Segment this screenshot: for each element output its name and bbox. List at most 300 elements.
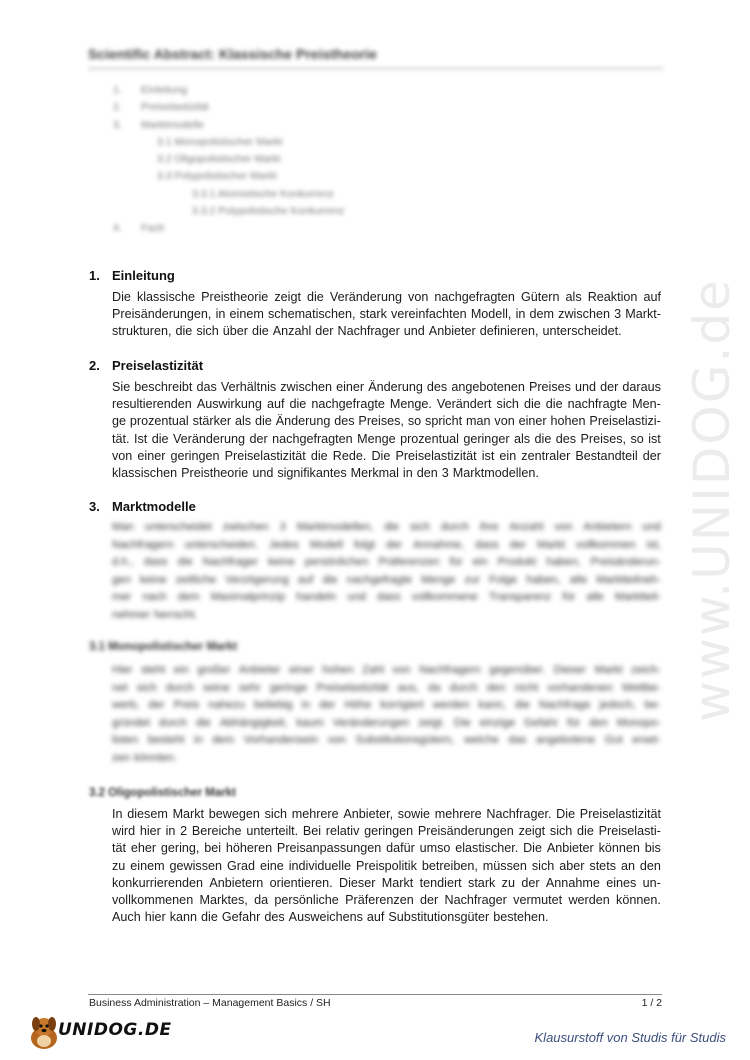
word: Menge [421,573,456,586]
word: der [642,448,661,463]
word: handeln [296,591,337,604]
word: Preisänderun- [590,556,661,569]
word: Dieser [339,875,376,890]
word: dass [376,591,401,604]
word: dass [475,538,499,551]
toc-label: Oligopolistischer Markt [174,153,281,166]
word: einer [336,380,365,394]
word: Verzögerung [225,573,289,586]
word: net [112,681,128,694]
subsection-heading-oligopol: 3.2 Oligopolistischer Markt [89,787,236,799]
word: stets [589,858,616,873]
toc-label: Polypolistischer Markt [174,170,277,183]
word: Preiselastizität [395,448,477,463]
word: höheren [225,841,273,856]
blurred-text-line [112,715,661,733]
word: Dieser [553,664,587,676]
word: Modell, [470,307,512,322]
word: erset- [632,734,661,747]
word: nach [142,591,167,604]
word: welche [463,734,499,747]
word: Präferenzen [378,556,440,569]
word: persönlichen [304,556,369,569]
word: die [384,521,400,533]
word: Die [112,290,131,304]
word: Preises, [580,431,627,446]
word: da [427,681,441,694]
word: einem [130,858,165,873]
watermark-text: www.UNIDOG.de [683,278,741,722]
word: die [289,397,307,412]
word: in [215,307,226,322]
word: Preiselastizität [224,448,306,463]
word: können [598,841,640,856]
word: nachgefragte [346,573,412,586]
word: beliebig [253,699,293,712]
word: zwischen [558,307,610,322]
word: sowie [397,807,430,821]
word: des [334,414,355,429]
blurred-text-line [112,572,661,590]
word: Auch [112,910,141,925]
text-line [112,306,661,323]
word: auf [266,397,285,412]
word: Marktmodellen. [452,466,539,481]
word: bis [644,841,661,856]
word: Markt [381,875,414,890]
blurred-text-line [112,750,661,768]
word: für [567,716,581,729]
word: bewegen [208,807,260,821]
word: Man [112,521,134,533]
word: Die [556,807,576,821]
word: nachfragte [567,397,628,412]
text-line [112,858,661,875]
word: angebotenen [451,380,525,394]
toc-item[interactable] [113,99,344,116]
document-title: Scientific Abstract: Klassische Preistheorie [88,46,663,69]
word: und [347,591,366,604]
word: ge [112,414,127,429]
word: strukturen, [112,324,172,339]
word: Veränderungen [332,716,410,729]
word: eine [259,858,284,873]
word: signifikantes [277,466,347,481]
word: Abhängigkeit, [219,716,288,729]
word: Zahl [362,664,384,676]
word: Marktteilneh- [596,573,661,586]
word: Veränderung [329,290,402,304]
word: dem [529,307,555,322]
word: Anbietern [583,521,632,533]
word: ein [472,556,488,569]
toc-item[interactable] [113,220,344,237]
word: dass [143,556,168,569]
word: Die [453,716,471,729]
word: und [252,466,274,481]
word: der [315,324,334,339]
word: Marktteil- [614,591,661,604]
word: die [545,397,563,412]
text-line [112,323,661,340]
toc-label: Polypolistische Konkurrenz [218,205,345,218]
word: haben, [546,556,581,569]
unidog-logo[interactable] [24,1014,172,1054]
toc-number: 3.1 [157,135,175,148]
word: Substitutionsgütern, [355,734,455,747]
word: nehmer [112,608,150,621]
word: bestehen. [493,910,549,925]
toc-item[interactable] [113,117,344,134]
word: wird [112,824,136,839]
word: des [555,431,577,446]
word: die [255,414,272,429]
word: zeigt. [418,716,445,729]
word: Gefahr [221,910,261,925]
word: von [327,734,346,747]
word: resultierenden [112,397,192,412]
word: das [196,380,217,394]
word: Änderung [275,414,331,429]
word: Ausweichens [288,910,363,925]
section-title: Einleitung [112,268,175,283]
word: die [534,431,552,446]
word: die [523,397,541,412]
word: vollkommenen [112,893,194,908]
blurred-text-line [112,554,661,572]
word: 3 [614,307,622,322]
toc-number: 1. [113,84,122,96]
word: von [408,290,429,304]
word: die [177,556,193,569]
word: der [509,538,526,551]
word: in [515,307,526,322]
word: Preiselasti- [598,824,661,839]
word: Preispolitik [355,858,417,873]
blurred-text-line [112,732,661,750]
word: kann [169,910,198,925]
word: Markt [536,538,565,551]
toc-item[interactable] [113,186,344,203]
word: und [403,324,425,339]
toc-number: 3.3.1 [192,187,218,200]
word: Auswirkung [196,397,262,412]
word: zu [501,875,515,890]
word: kaum [296,716,324,729]
word: geringen [364,824,414,839]
word: von [392,664,411,676]
word: daraus [622,380,661,394]
blurred-text-line [112,537,661,555]
word: das [508,734,527,747]
word: durch [165,681,194,694]
word: Preises [528,380,571,394]
word: als [513,431,531,446]
subsection-body-monopol [112,662,661,768]
word: durch [449,681,478,694]
page-number: 1 / 2 [641,997,662,1009]
word: geringe [269,681,308,694]
word: keine [268,556,295,569]
section-body-preiselastizitaet [112,379,661,482]
word: einer [518,414,547,429]
word: die [514,699,530,712]
word: Markt- [625,307,661,322]
word: dem [177,591,200,604]
word: Markt [172,807,205,821]
section-title: Preiselastizität [112,358,204,373]
word: gering, [160,841,200,856]
footer-text: Business Administration – Management Basics / SH [89,997,331,1009]
word: gegenüber. [489,664,546,676]
word: nahezu [208,699,245,712]
word: elastischer. [455,841,519,856]
word: un- [642,875,661,890]
word: Nachfragern [419,664,481,676]
word: in [402,466,413,481]
word: alle [569,573,588,586]
word: orientieren. [269,875,333,890]
blurred-text-line [112,607,661,625]
word: Die [371,448,391,463]
word: als [235,414,252,429]
word: die [151,431,169,446]
subsection-heading-monopol: 3.1 Monopolistischer Markt [89,641,238,653]
word: hohen [322,664,354,676]
word: und [642,521,661,533]
toc-label: Preiselastizität [141,101,209,114]
word: die [175,324,193,339]
word: sehr [238,681,261,694]
word: nachgefragten [434,290,515,304]
word: Vorhandensein [243,734,319,747]
word: individuelle [288,858,352,873]
word: über [222,324,248,339]
word: Bestandteil [575,448,638,463]
text-line [112,892,661,909]
word: prozentual [400,431,459,446]
word: die [307,290,324,304]
word: großer [197,664,231,676]
word: steht [141,664,166,676]
section-heading-marktmodelle [89,499,196,514]
word: einem [229,307,264,322]
word: Gut [604,734,623,747]
word: Marktes, [199,893,248,908]
word: Ist [133,431,148,446]
word: Maximalprinzip [210,591,286,604]
blurred-text-line [112,519,661,537]
word: folgt [353,538,375,551]
word: Nachfrager. [486,807,552,821]
word: be- [644,699,661,712]
word: Nachfrage [538,699,591,712]
word: Anbieter [238,664,281,676]
word: von [494,414,515,429]
word: Gefahr [524,716,559,729]
word: Preiselastizität [579,807,661,821]
word: Veränderung [172,431,246,446]
word: umso [419,841,451,856]
word: des [426,380,448,394]
word: Die [523,841,542,856]
word: zwischen [222,521,269,533]
word: Substitutionsgüter [388,910,490,925]
word: stark [468,875,496,890]
word: durch [440,521,469,533]
word: Marktmodellen, [296,521,374,533]
word: von [112,448,133,463]
word: stärker [192,414,232,429]
word: Menge [357,431,396,446]
section-body-einleitung [112,289,661,341]
word: ein [499,448,517,463]
word: Preisänderungen [417,824,514,839]
text-line [112,396,661,413]
word: vereinfachten [391,307,467,322]
word: sich [531,858,555,873]
word: Verändert [436,397,492,412]
word: sich [264,807,288,821]
word: persönliche [274,893,339,908]
word: keine [139,573,167,586]
word: sich [410,521,430,533]
word: besteht [147,734,185,747]
word: hier [139,824,161,839]
word: Merkmal [350,466,399,481]
word: Bereiche [191,824,242,839]
word: Menge. [389,397,432,412]
word: für [562,591,576,604]
word: als [565,290,582,304]
word: ist, [646,538,661,551]
toc-item[interactable] [113,168,344,185]
word: diesem [127,807,168,821]
word: Modell [309,538,343,551]
word: Bei [302,824,322,839]
word: mehrere [291,807,339,821]
word: Preistheorie [181,466,249,481]
tagline: Klausurstoff von Studis für Studis [534,1030,726,1045]
text-line [112,289,661,306]
word: der [148,699,165,712]
word: vermutet [513,893,563,908]
word: Anbieter, [343,807,394,821]
word: betreiben, [421,858,478,873]
word: Nachfrager [202,556,258,569]
toc-item[interactable] [113,134,344,151]
word: unterscheidet. [542,324,622,339]
word: werb, [112,699,140,712]
word: d.h., [112,556,134,569]
word: nicht [514,681,539,694]
word: die [251,324,269,339]
toc-label: Atomistische Konkurrenz [217,187,334,200]
word: geringer [463,431,510,446]
word: hohen [550,414,586,429]
word: die [201,910,218,925]
text-line [112,431,661,448]
word: Höhe [344,699,372,712]
word: auf [643,290,661,304]
word: sich [136,681,157,694]
word: zwischen [280,380,333,394]
word: schematischen, [267,307,356,322]
word: klassischen [112,466,178,481]
word: zur [464,573,480,586]
word: ihre [479,521,499,533]
toc-item[interactable] [113,151,344,168]
word: Preisänderungen, [112,307,212,322]
footer-divider [88,994,662,995]
word: zu [112,858,126,873]
blurred-text-line [112,589,661,607]
word: den [486,681,506,694]
word: eher [130,841,157,856]
word: definieren, [479,324,539,339]
word: Men- [632,397,661,412]
word: Grad [227,858,255,873]
word: 2 [180,824,188,839]
blurred-text-line [112,662,661,680]
word: klassische [136,290,196,304]
word: mer [112,591,132,604]
toc-item[interactable] [113,203,344,220]
word: in [193,734,203,747]
word: an [620,858,635,873]
word: der [600,380,619,394]
word: Preiselastizität [316,681,389,694]
word: dem [212,734,235,747]
word: eines [606,875,637,890]
word: Rede. [332,448,367,463]
word: Anbieter [546,841,594,856]
section-heading-einleitung [89,268,175,283]
toc-label: Fazit [141,222,164,235]
subsection-body-oligopol [112,806,661,926]
word: zeigt [518,824,546,839]
logo-text: UNIDOG.DE [58,1020,172,1040]
word: haben, [526,573,561,586]
word: müssen [482,858,527,873]
word: unterscheiden. [184,538,258,551]
word: ist [648,431,661,446]
word: Reaktion [587,290,638,304]
word: Anzahl [272,324,312,339]
section-number: 3. [89,499,100,514]
word: prozentual [129,414,189,429]
word: könnten. [134,751,177,764]
word: relativ [325,824,360,839]
word: vollkommene [411,591,478,604]
section-number: 2. [89,358,100,373]
toc-item[interactable] [113,82,344,99]
word: den [589,716,608,729]
word: Markt [594,664,623,676]
word: zeitliche [175,573,217,586]
word: den [639,858,661,873]
word: herrscht. [153,608,198,621]
word: hier [144,910,166,925]
word: nachgefragten [272,431,353,446]
toc-label: Einleitung [141,84,188,96]
word: bei [204,841,222,856]
word: so [630,431,644,446]
word: Folge [489,573,518,586]
word: aus, [397,681,419,694]
word: die [195,716,211,729]
word: der [319,699,336,712]
